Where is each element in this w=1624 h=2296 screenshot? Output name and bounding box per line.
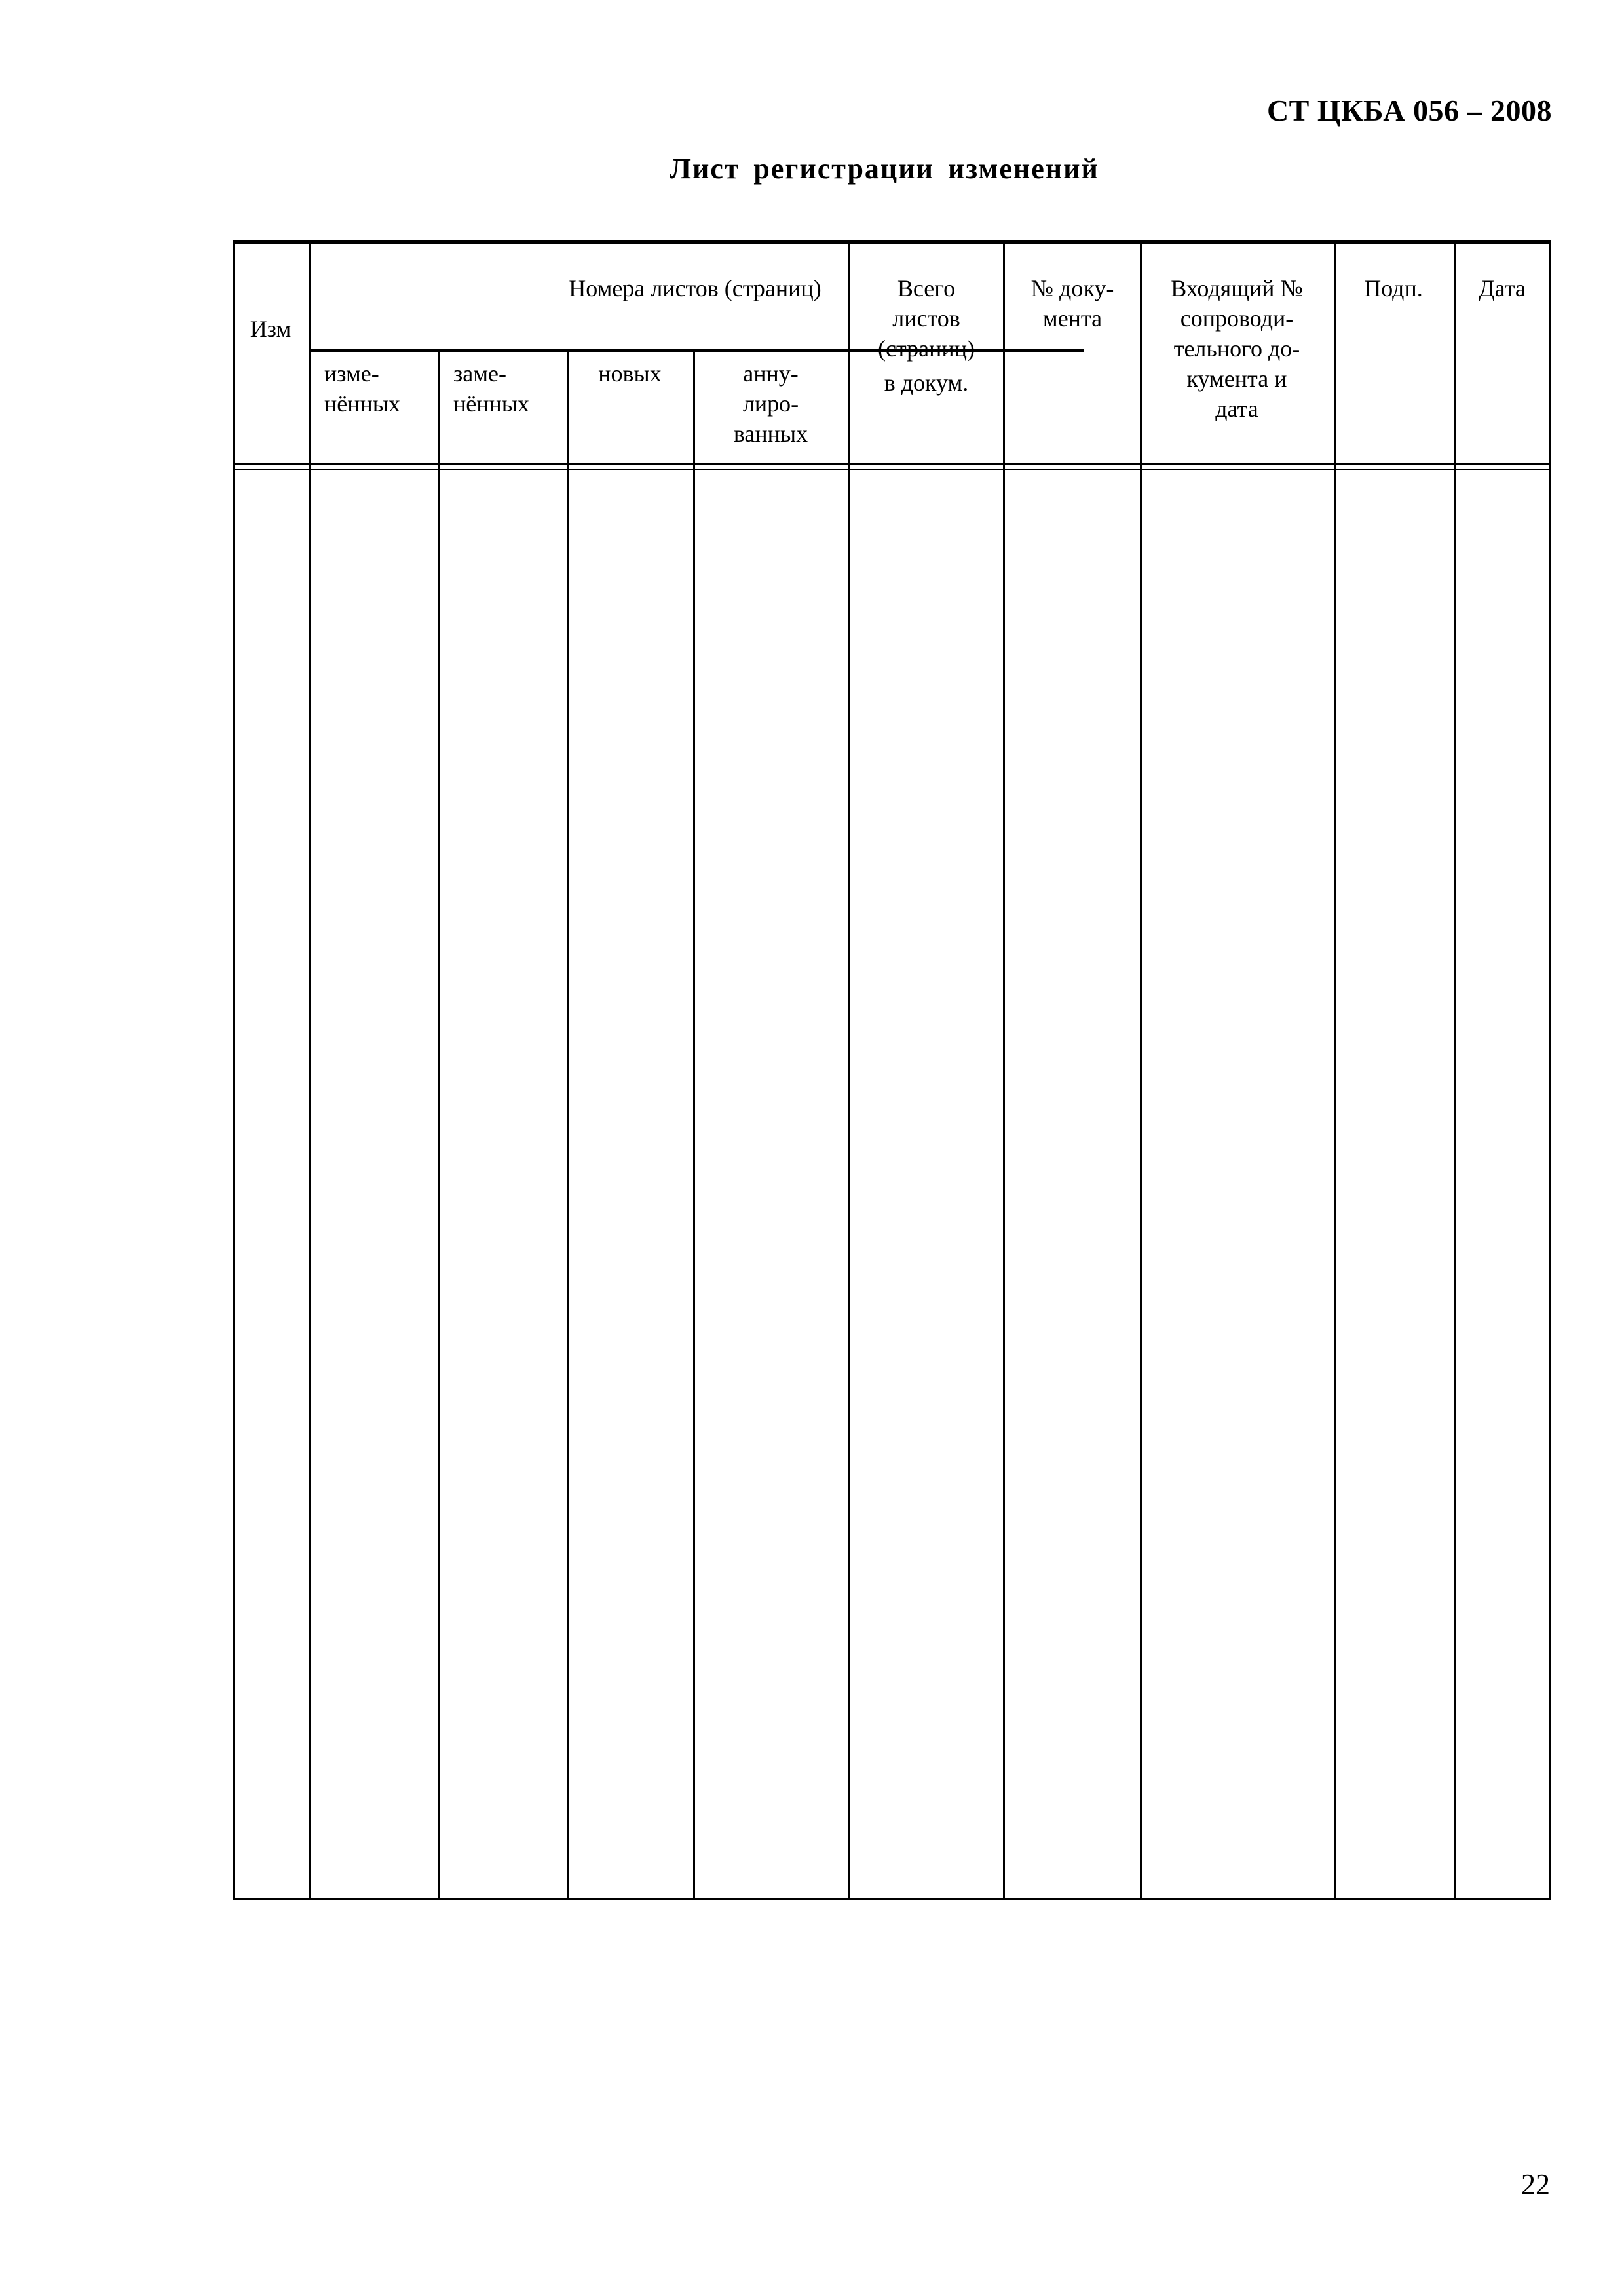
col-line-3 xyxy=(567,351,569,1900)
col-line-1 xyxy=(309,240,311,1900)
table-bottom-border xyxy=(233,1898,1551,1900)
col-line-4 xyxy=(693,351,695,1900)
document-code: СТ ЦКБА 056 – 2008 xyxy=(1266,94,1552,127)
header-bottom-border-1 xyxy=(233,463,1551,465)
table-top-border xyxy=(233,240,1551,244)
header-izm: Изм xyxy=(250,316,292,342)
change-registration-table: Изм Номера листов (страниц) изме- нённых заме- нённых новых анну- лиро- ванных xyxy=(233,240,1551,1900)
header-new: новых xyxy=(598,360,662,387)
header-bottom-border-2 xyxy=(233,469,1551,470)
table-right-border xyxy=(1549,240,1551,1900)
col-line-total-left xyxy=(848,240,850,1900)
sheet-title: Лист регистрации изменений xyxy=(670,153,1099,185)
header-date: Дата xyxy=(1479,275,1526,301)
table-left-border xyxy=(233,240,235,1900)
col-line-incoming xyxy=(1140,240,1142,1900)
col-line-docnum-left xyxy=(1003,240,1005,1900)
col-line-2 xyxy=(438,351,440,1900)
header-signature: Подп. xyxy=(1364,275,1423,301)
col-line-date-left xyxy=(1454,240,1456,1900)
col-line-sign-left xyxy=(1334,240,1336,1900)
header-sheet-numbers: Номера листов (страниц) xyxy=(569,275,821,301)
page-number: 22 xyxy=(1521,2168,1550,2200)
